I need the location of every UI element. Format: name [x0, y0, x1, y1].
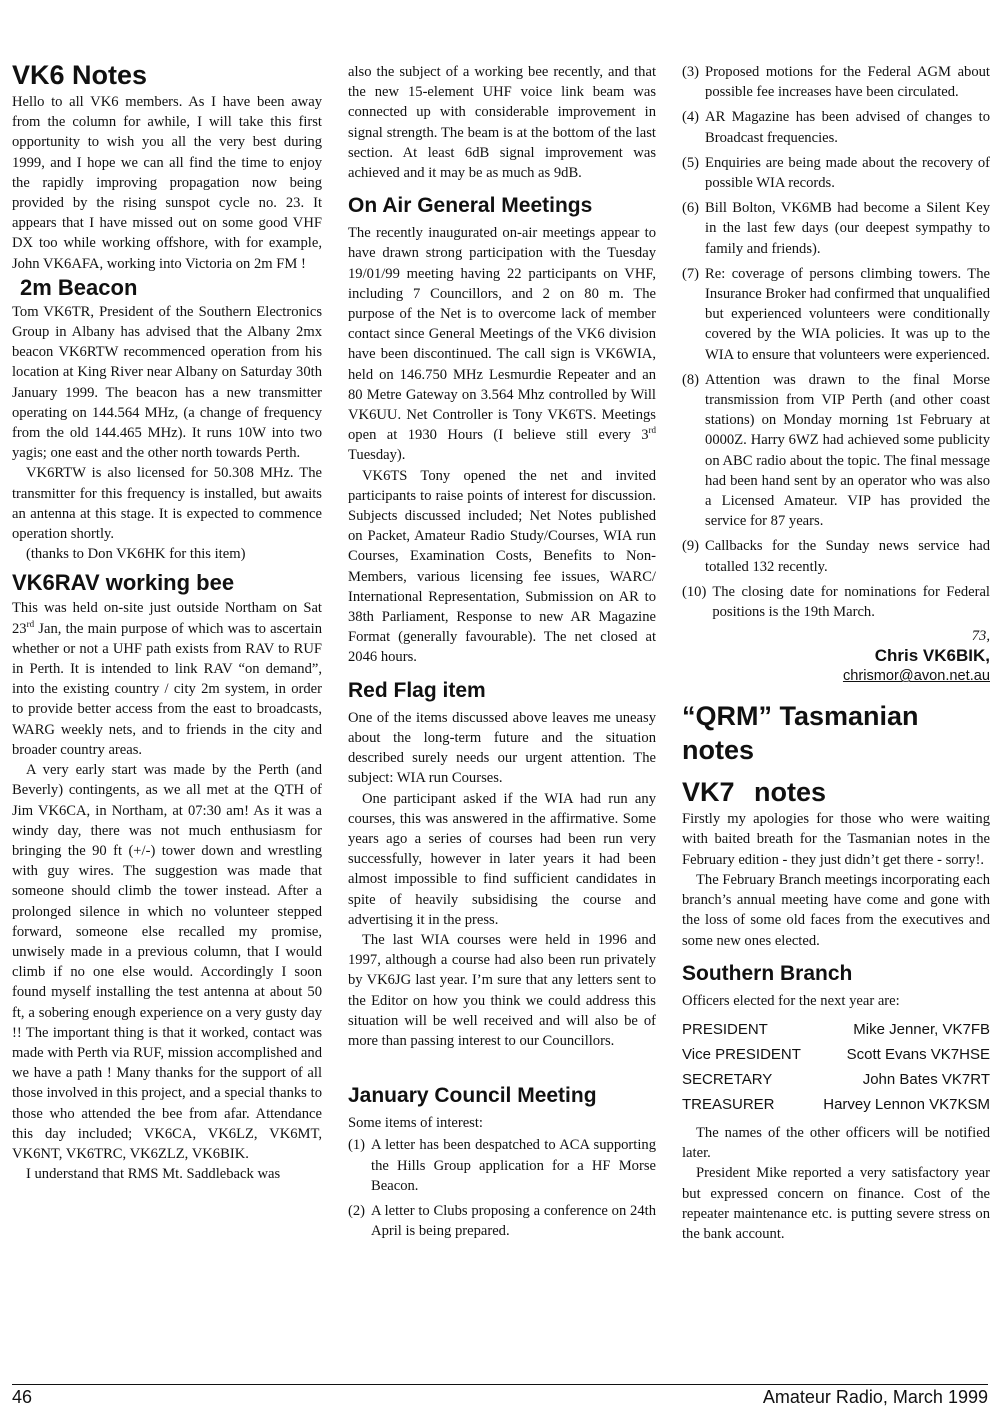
on-air-meetings-heading: On Air General Meetings	[348, 194, 593, 218]
signature-73: 73,	[971, 628, 990, 645]
working-bee-paragraph-2: A very early start was made by the Perth (and Beverly) contingents, as we all met at the QTH of Jim VK6CA, in Northam, at 07:30 am! As it was a windy day, there was not much enthusiasm for bringing the 90 ft (+/-) tower down and wrestling with guy wires. The suggestion was made that someone should climb the tower instead. After a prolonged silence in which no volunteer stepped forward, someone else recalled my promise, unwisely made in a previous column, that I would climb if no one else would. Accordingly I soon found myself installing the test antenna at about 50 ft, a sobering enough experience on a very gusty day !! The important thing is that it worked, contact was made with Perth via RUF, mission accomplished and we have a path ! Many thanks for the support of all those involved in this project, and a special thanks to those who attended the bee from afar. Attendance this day included; VK6CA, VK6LZ, VK6MT, VK6NT, VK6TRC, VK6ZLZ, VK6BIK.	[12, 762, 322, 1162]
beacon-paragraph-2: VK6RTW is also licensed for 50.308 MHz. The transmitter for this frequency is installed, but awaits an antenna at this stage. It is expected to commence operation shortly.	[12, 465, 322, 543]
beacon-credit: (thanks to Don VK6HK for this item)	[26, 546, 246, 563]
council-item-3: (3) Proposed motions for the Federal AGM about possible fee increases have been circulated.	[682, 64, 990, 101]
vk7-notes-heading: VK7 notes	[682, 777, 827, 808]
beacon-paragraph-1: Tom VK6TR, President of the Southern Electronics Group in Albany has advised that the Albany 2mx beacon VK6RTW recommenced operation from his location at King River near Albany on Saturday 30th January 1999. The beacon has a new transmitter operating on 144.564 MHz, (a change of frequency from the old 144.465 MHz). It runs 10W into two yagis; one east and the other north towards Perth.	[12, 303, 322, 462]
officer-row: SECRETARY John Bates VK7RT	[682, 1070, 990, 1088]
column-3	[682, 62, 990, 1244]
council-intro: Some items of interest:	[348, 1115, 483, 1132]
vk7-paragraph-2: The February Branch meetings incorporating each branch’s annual meeting have come and gone with the loss of some old faces from the executives and some new ones elected.	[682, 871, 990, 949]
council-item-5: (5) Enquiries are being made about the recovery of possible WIA records.	[682, 154, 990, 192]
page-footer	[12, 1384, 988, 1407]
southern-paragraph-2: President Mike reported a very satisfactory year but expressed concern on finance. Cost of the repeater maintenance etc. is putting severe stress on the bank account.	[682, 1165, 990, 1242]
southern-intro: Officers elected for the next year are:	[682, 992, 900, 1009]
council-item-8: (8) Attention was drawn to the final Morse transmission from VIP Perth (and other coast stations) on Monday morning 1st February at 0000Z. Harry 6WZ had achieved some publicity on ABC radio about the topic. The final message had been hand sent by an operator who was also a Licensed Amateur. VIP has provided the service for 87 years.	[682, 371, 990, 530]
council-item-2: (2) A letter to Clubs proposing a conference on 24th April is being prepared.	[348, 1202, 656, 1240]
beacon-heading: 2m Beacon	[20, 274, 138, 300]
red-flag-heading: Red Flag item	[348, 678, 486, 702]
on-air-paragraph-2: VK6TS Tony opened the net and invited participants to raise points of interest for discussion. Subjects discussed included; Net Notes published on Packet, Amateur Radio Study/Courses, WIA run Courses, Examination Costs, Benefits to Non-Members, various licensing fee issues, WARC/ International Representation, Submission on AR to 38th Parliament, Response to new AR Magazine Format (generally favourable). The net closed at 2046 hours.	[348, 467, 656, 666]
southern-paragraph-1: The names of the other officers will be notified later.	[682, 1124, 990, 1162]
on-air-paragraph-1: The recently inaugurated on-air meetings appear to have drawn strong participation with the Tuesday 19/01/99 meeting having 22 participants on VHF, including 7 Councillors, and 2 on 80 m. The purpose of the Net is to overcome lack of member contact since General Meetings of the VK6 division have been discontinued. The call sign is VK6WIA, held on 146.750 MHz Lesmurdie Repeater and an 80 Metre Gateway on 3.564 Mhz controlled by Will VK6UU. Net Controller is Tony VK6TS. Meetings open at 1930 Hours (I believe still every 3rd Tuesday).	[348, 225, 656, 464]
signature-email[interactable]: chrismor@avon.net.au	[842, 668, 990, 685]
council-item-7: (7) Re: coverage of persons climbing towers. The Insurance Broker had confirmed that unqualified but experienced volunteers were conditionally covered by the WIA policies. It was up to the WIA to ensure that volunteers were experienced.	[682, 265, 990, 363]
continued-paragraph: also the subject of a working bee recently, and that the new 15-element UHF voice link beam was connected up with considerable improvement in signal strength. The beam is at the bottom of the last section. At least 6dB signal improvement was achieved and it may be as much as 9dB.	[348, 64, 656, 182]
council-meeting-heading: January Council Meeting	[348, 1084, 597, 1108]
working-bee-heading: VK6RAV working bee	[12, 570, 235, 596]
signature-block	[682, 627, 990, 685]
officer-row: Vice PRESIDENT Scott Evans VK7HSE	[682, 1045, 990, 1063]
qrm-heading-line-2: notes	[682, 735, 755, 766]
red-flag-paragraph-1: One of the items discussed above leaves me uneasy about the long-term future and the situation described surely needs our urgent attention. The subject: WIA run Courses.	[348, 709, 656, 787]
vk7-paragraph-1: Firstly my apologies for those who were waiting with baited breath for the Tasmanian notes in the February edition - they just didn’t get there - sorry!.	[682, 811, 990, 868]
southern-branch-heading: Southern Branch	[682, 961, 853, 985]
council-item-6: (6) Bill Bolton, VK6MB had become a Silent Key in the last few days (our deepest sympathy to family and friends).	[682, 200, 990, 257]
red-flag-paragraph-3: The last WIA courses were held in 1996 and 1997, although a course had also been run privately by VK6JG last year. I’m sure that any letters sent to the Editor on how you think we could address this situation will be well received and will also be of more than passing interest to our Councillors.	[348, 931, 656, 1049]
council-item-1: (1) A letter has been despatched to ACA supporting the Hills Group application for a HF Morse Beacon.	[348, 1137, 656, 1194]
column-2	[348, 62, 656, 1246]
council-item-10: (10) The closing date for nominations for Federal positions is the 19th March.	[682, 583, 990, 621]
council-item-4: (4) AR Magazine has been advised of changes to Broadcast frequencies.	[682, 109, 990, 146]
officer-row: TREASURER Harvey Lennon VK7KSM	[682, 1095, 990, 1113]
working-bee-paragraph-3: I understand that RMS Mt. Saddleback was	[26, 1166, 281, 1183]
page-number: 46	[12, 1387, 33, 1407]
column-1	[12, 56, 322, 1184]
vk6-intro-paragraph: Hello to all VK6 members. As I have been away from the column for awhile, I will take this first opportunity to wish you all the very best during 1999, and I hope we can all find the time to enjoy the rapidly improving propagation now being provided by the rising sunspot cycle no. 23. It appears that I have missed out on some good VHF DX too while working offshore, with for example, John VK6AFA, working into Victoria on 2m FM !	[12, 94, 322, 272]
red-flag-paragraph-2: One participant asked if the WIA had run any courses, this was answered in the affirmative. Some years ago a series of courses had been run very successfully, however in later years it had been almost impossible to find sufficient candidates in spite of heavily subsidising the course and advertising it in the press.	[348, 790, 656, 928]
vk6-notes-heading: VK6 Notes	[12, 60, 148, 90]
magazine-issue: Amateur Radio, March 1999	[762, 1387, 988, 1407]
working-bee-paragraph-1: This was held on-site just outside Northam on Sat 23rd Jan, the main purpose of which was to ascertain whether or not a UHF path exists from RAV to RUF in Perth. It is intended to link RAV “on demand”, into the existing country / city 2m system, in order to provide better access from the east to broadcasts, WARG weekly nets, and to friends in the city and broader country areas.	[12, 600, 322, 758]
qrm-heading-line-1: “QRM” Tasmanian	[682, 701, 919, 732]
council-item-9: (9) Callbacks for the Sunday news service had totalled 132 recently.	[682, 538, 990, 575]
officer-row: PRESIDENT Mike Jenner, VK7FB	[682, 1020, 990, 1038]
signature-name: Chris VK6BIK,	[874, 646, 990, 666]
